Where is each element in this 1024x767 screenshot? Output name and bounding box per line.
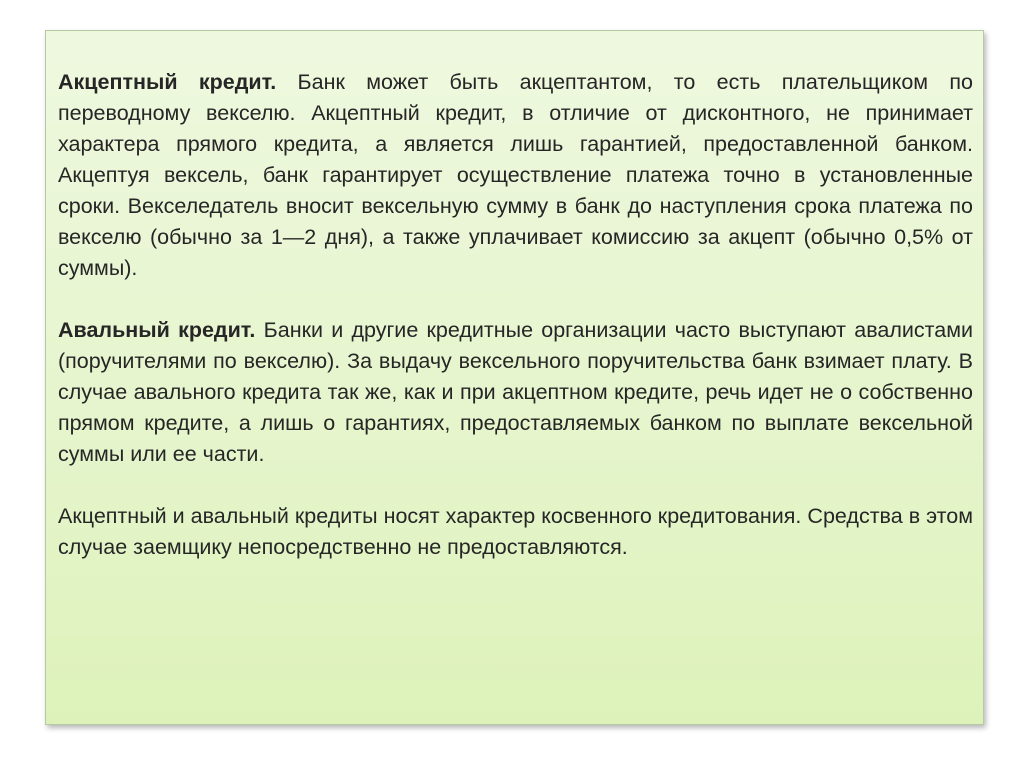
paragraph-text: Акцептный и авальный кредиты носят характер косвенного кредитования. Средства в этом случае заемщику непосредственно не предоставляются. (58, 504, 973, 559)
paragraph-heading: Авальный кредит. (58, 318, 256, 342)
text-box (45, 30, 984, 725)
paragraph-acceptance-credit (58, 67, 973, 284)
paragraph-summary (58, 501, 973, 563)
paragraph-heading: Акцептный кредит. (58, 70, 277, 94)
paragraph-text: Банк может быть акцептантом, то есть плательщиком по переводному векселю. Акцептный кредит, в отличие от дисконтного, не принимает характера прямого кредита, а является лишь гарантией, предоставленной банком. Акцептуя вексель, банк гарантирует осуществление платежа точно в установленные сроки. Векселедатель вносит вексельную сумму в банк до наступления срока платежа по векселю (обычно за 1—2 дня), а также уплачивает комиссию за акцепт (обычно 0,5% от суммы). (58, 70, 974, 280)
text-content (58, 67, 973, 594)
paragraph-aval-credit (58, 315, 973, 470)
paragraph-text: Банки и другие кредитные организации часто выступают авалистами (поручителями по векселю). За выдачу вексельного поручительства банк взимает плату. В случае авального кредита так же, как и при акцептном кредите, речь идет не о собственно прямом кредите, а лишь о гарантиях, предоставляемых банком по выплате вексельной суммы или ее части. (58, 318, 973, 466)
